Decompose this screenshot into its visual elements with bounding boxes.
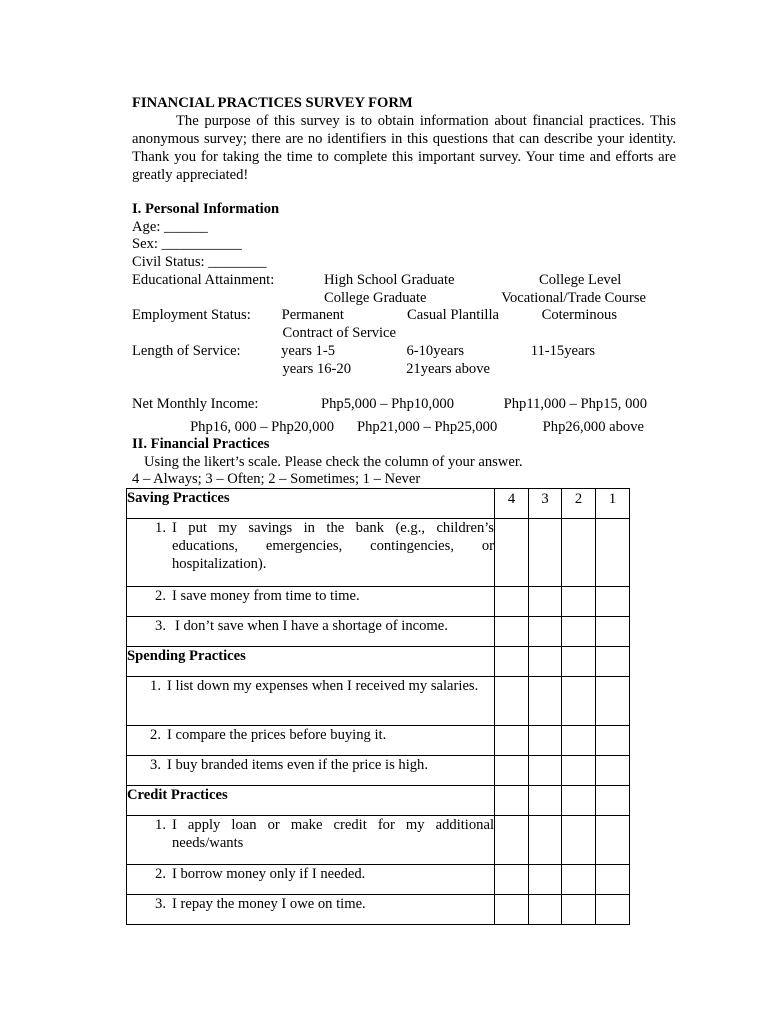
- credit-header-row: [127, 786, 630, 816]
- financial-practices-heading: II. Financial Practices: [132, 436, 270, 452]
- income-option[interactable]: Php5,000 – Php10,000: [321, 396, 454, 412]
- credit-item: I borrow money only if I needed.: [172, 866, 366, 882]
- sex-field[interactable]: Sex: ___________: [132, 236, 242, 252]
- rating-cell-2[interactable]: [562, 677, 596, 726]
- rating-cell-4[interactable]: [495, 617, 529, 647]
- rating-cell-1[interactable]: [596, 617, 630, 647]
- employment-label: Employment Status:: [132, 307, 251, 323]
- rating-cell-3[interactable]: [529, 677, 562, 726]
- employment-option[interactable]: Contract of Service: [282, 325, 396, 341]
- rating-cell-2[interactable]: [562, 726, 596, 756]
- saving-item: I save money from time to time.: [172, 588, 360, 604]
- income-option[interactable]: Php16, 000 – Php20,000: [190, 419, 334, 435]
- rating-cell-3[interactable]: [529, 617, 562, 647]
- rating-cell-3[interactable]: [529, 726, 562, 756]
- rating-cell-1[interactable]: [596, 726, 630, 756]
- rating-cell-3[interactable]: [529, 895, 562, 925]
- item-number: 3.: [150, 757, 161, 773]
- rating-cell-2[interactable]: [562, 519, 596, 587]
- item-number: 3.: [155, 896, 166, 912]
- rating-cell-4[interactable]: [495, 756, 529, 786]
- income-option[interactable]: Php11,000 – Php15, 000: [503, 396, 647, 412]
- column-header-2: 2: [562, 489, 596, 519]
- education-label: Educational Attainment:: [132, 272, 275, 288]
- credit-practices-heading: Credit Practices: [127, 786, 495, 816]
- rating-cell-2[interactable]: [562, 756, 596, 786]
- employment-option[interactable]: Coterminous: [541, 307, 617, 323]
- intro-text: The purpose of this survey is to obtain information about financial practices. This anonymous survey; there are no identifiers in this questions that can describe your identity. Thank you for taking the time to complete this important survey. Your time and efforts are greatly appreciated!: [132, 113, 676, 183]
- likert-scale-legend: 4 – Always; 3 – Often; 2 – Sometimes; 1 – Never: [132, 471, 421, 487]
- likert-instruction: Using the likert’s scale. Please check the column of your answer.: [144, 454, 523, 470]
- spending-item: I list down my expenses when I received my salaries.: [167, 678, 479, 694]
- saving-header-row: [127, 489, 630, 519]
- table-row: [127, 519, 630, 587]
- column-header-1: 1: [596, 489, 630, 519]
- spending-practices-heading: Spending Practices: [127, 647, 495, 677]
- page-title: FINANCIAL PRACTICES SURVEY FORM: [132, 95, 413, 111]
- service-length-label: Length of Service:: [132, 343, 241, 359]
- table-row: [127, 617, 630, 647]
- service-option[interactable]: 11-15years: [530, 343, 595, 359]
- rating-cell-3[interactable]: [529, 587, 562, 617]
- item-number: 3.: [155, 618, 166, 634]
- education-option[interactable]: High School Graduate: [324, 272, 455, 288]
- credit-item: I apply loan or make credit for my additional needs/wants: [172, 817, 494, 851]
- rating-cell-1[interactable]: [596, 816, 630, 865]
- service-option[interactable]: 16-20 years: [282, 361, 351, 377]
- education-option[interactable]: College Level: [539, 272, 622, 288]
- table-row: [127, 726, 630, 756]
- rating-cell-2[interactable]: [562, 895, 596, 925]
- employment-option[interactable]: Permanent: [281, 307, 344, 323]
- credit-item: I repay the money I owe on time.: [172, 896, 366, 912]
- income-option[interactable]: Php26,000 above: [542, 419, 644, 435]
- rating-cell-2[interactable]: [562, 865, 596, 895]
- education-option[interactable]: Vocational/Trade Course: [501, 290, 646, 306]
- spending-item: I buy branded items even if the price is high.: [167, 757, 428, 773]
- table-row: [127, 895, 630, 925]
- income-label: Net Monthly Income:: [132, 396, 259, 412]
- rating-cell-1[interactable]: [596, 519, 630, 587]
- rating-cell-3[interactable]: [529, 756, 562, 786]
- rating-cell-4[interactable]: [495, 895, 529, 925]
- item-number: 2.: [155, 588, 166, 604]
- likert-table: [126, 488, 630, 925]
- rating-cell-4[interactable]: [495, 519, 529, 587]
- civil-status-field[interactable]: Civil Status: ________: [132, 254, 267, 270]
- column-header-3: 3: [529, 489, 562, 519]
- rating-cell-1[interactable]: [596, 677, 630, 726]
- table-row: [127, 677, 630, 726]
- item-number: 1.: [155, 817, 166, 833]
- service-option[interactable]: 21years above: [406, 361, 490, 377]
- spending-item: I compare the prices before buying it.: [167, 727, 387, 743]
- rating-cell-4[interactable]: [495, 816, 529, 865]
- rating-cell-2[interactable]: [562, 816, 596, 865]
- rating-cell-4[interactable]: [495, 587, 529, 617]
- employment-option[interactable]: Casual Plantilla: [406, 307, 499, 323]
- rating-cell-1[interactable]: [596, 756, 630, 786]
- item-number: 2.: [155, 866, 166, 882]
- rating-cell-3[interactable]: [529, 519, 562, 587]
- spending-header-row: [127, 647, 630, 677]
- item-number: 2.: [150, 727, 161, 743]
- service-option[interactable]: 6-10years: [406, 343, 464, 359]
- education-option[interactable]: College Graduate: [324, 290, 427, 306]
- saving-item: I put my savings in the bank (e.g., children’s educations, emergencies, contingencies, or hospitalization).: [172, 520, 494, 572]
- table-row: [127, 756, 630, 786]
- item-number: 1.: [155, 520, 166, 536]
- rating-cell-1[interactable]: [596, 895, 630, 925]
- table-row: [127, 816, 630, 865]
- rating-cell-2[interactable]: [562, 587, 596, 617]
- table-row: [127, 865, 630, 895]
- item-number: 1.: [150, 678, 161, 694]
- age-field[interactable]: Age: ______: [132, 219, 208, 235]
- saving-practices-heading: Saving Practices: [127, 489, 495, 519]
- rating-cell-1[interactable]: [596, 587, 630, 617]
- rating-cell-4[interactable]: [495, 865, 529, 895]
- personal-info-heading: I. Personal Information: [132, 201, 280, 217]
- table-row: [127, 587, 630, 617]
- income-option[interactable]: Php21,000 – Php25,000: [357, 419, 498, 435]
- column-header-4: 4: [495, 489, 529, 519]
- intro-paragraph: [132, 112, 676, 184]
- rating-cell-1[interactable]: [596, 865, 630, 895]
- rating-cell-3[interactable]: [529, 865, 562, 895]
- rating-cell-2[interactable]: [562, 617, 596, 647]
- saving-item: I don’t save when I have a shortage of income.: [175, 618, 448, 634]
- rating-cell-4[interactable]: [495, 726, 529, 756]
- service-option[interactable]: 1-5 years: [281, 343, 335, 359]
- rating-cell-3[interactable]: [529, 816, 562, 865]
- rating-cell-4[interactable]: [495, 677, 529, 726]
